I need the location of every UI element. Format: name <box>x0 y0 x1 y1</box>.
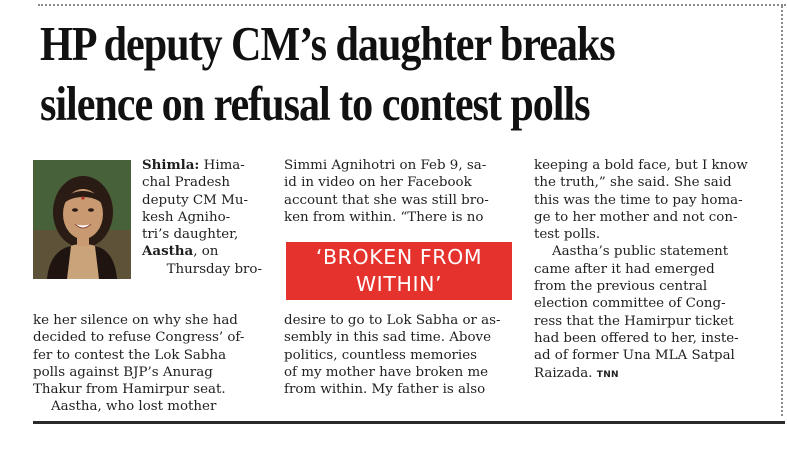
text-line: ken from within. “There is no <box>284 209 484 225</box>
column-3 <box>534 157 766 384</box>
text-line: had been offered to her, inste- <box>534 330 739 346</box>
text-line: from within. My father is also <box>284 382 486 398</box>
text-line: Raizada. <box>534 365 593 381</box>
text-line: keeping a bold face, but I know <box>534 158 748 173</box>
portrait-photo <box>33 160 131 279</box>
top-dotted-border <box>38 4 786 6</box>
text-line: election committee of Cong- <box>534 296 726 312</box>
text-line: from the previous central <box>534 279 708 295</box>
agency-credit: TNN <box>596 369 619 380</box>
pull-quote-line-2: WITHIN’ <box>355 272 443 296</box>
text-line: Aastha, who lost mother <box>51 399 217 415</box>
subject-name: Aastha <box>142 243 194 260</box>
headline-line-2: silence on refusal to contest polls <box>40 76 590 131</box>
text-line: ad of former Una MLA Satpal <box>534 348 735 364</box>
text-line: sembly in this sad time. Above <box>284 330 492 346</box>
column-2-bottom <box>284 312 514 398</box>
pull-quote-box <box>286 242 512 300</box>
text-line: test polls. <box>534 227 601 243</box>
text-line: Simmi Agnihotri on Feb 9, sa- <box>284 158 487 173</box>
pull-quote-line-1: ‘BROKEN FROM <box>315 245 483 269</box>
bottom-rule <box>33 421 785 424</box>
text-line: politics, countless memories <box>284 347 478 363</box>
right-dotted-border <box>781 6 783 416</box>
text-line: , on <box>193 244 219 260</box>
column-1-bottom <box>33 312 262 416</box>
text-line: came after it had emerged <box>534 261 715 277</box>
headline <box>40 14 771 134</box>
headline-line-1: HP deputy CM’s daughter breaks <box>40 16 615 71</box>
text-line: kesh Agniho- <box>142 209 231 225</box>
text-line: ke her silence on why she had <box>33 313 238 328</box>
text-line: desire to go to Lok Sabha or as- <box>284 313 501 328</box>
text-line: fer to contest the Lok Sabha <box>33 347 227 363</box>
text-line: of my mother have broken me <box>284 364 489 380</box>
text-line: deputy CM Mu- <box>142 192 248 208</box>
text-line: ge to her mother and not con- <box>534 209 738 225</box>
text-line: Hima- <box>203 158 245 173</box>
column-1-top <box>142 157 262 278</box>
text-line: id in video on her Facebook <box>284 175 472 191</box>
text-line: Thakur from Hamirpur seat. <box>33 382 226 398</box>
text-line: chal Pradesh <box>142 175 231 191</box>
text-line: this was the time to pay homa- <box>534 192 743 208</box>
dateline: Shimla: <box>142 157 200 173</box>
text-line: decided to refuse Congress’ of- <box>33 330 245 346</box>
text-line: polls against BJP’s Anurag <box>33 364 213 380</box>
text-line: tri’s daughter, <box>142 227 239 243</box>
text-line: account that she was still bro- <box>284 192 489 208</box>
text-line: Thursday bro- <box>166 261 262 277</box>
column-2-top <box>284 157 514 226</box>
text-line: Aastha’s public statement <box>552 244 729 260</box>
text-line: ress that the Hamirpur ticket <box>534 313 734 329</box>
text-line: the truth,” she said. She said <box>534 175 732 191</box>
